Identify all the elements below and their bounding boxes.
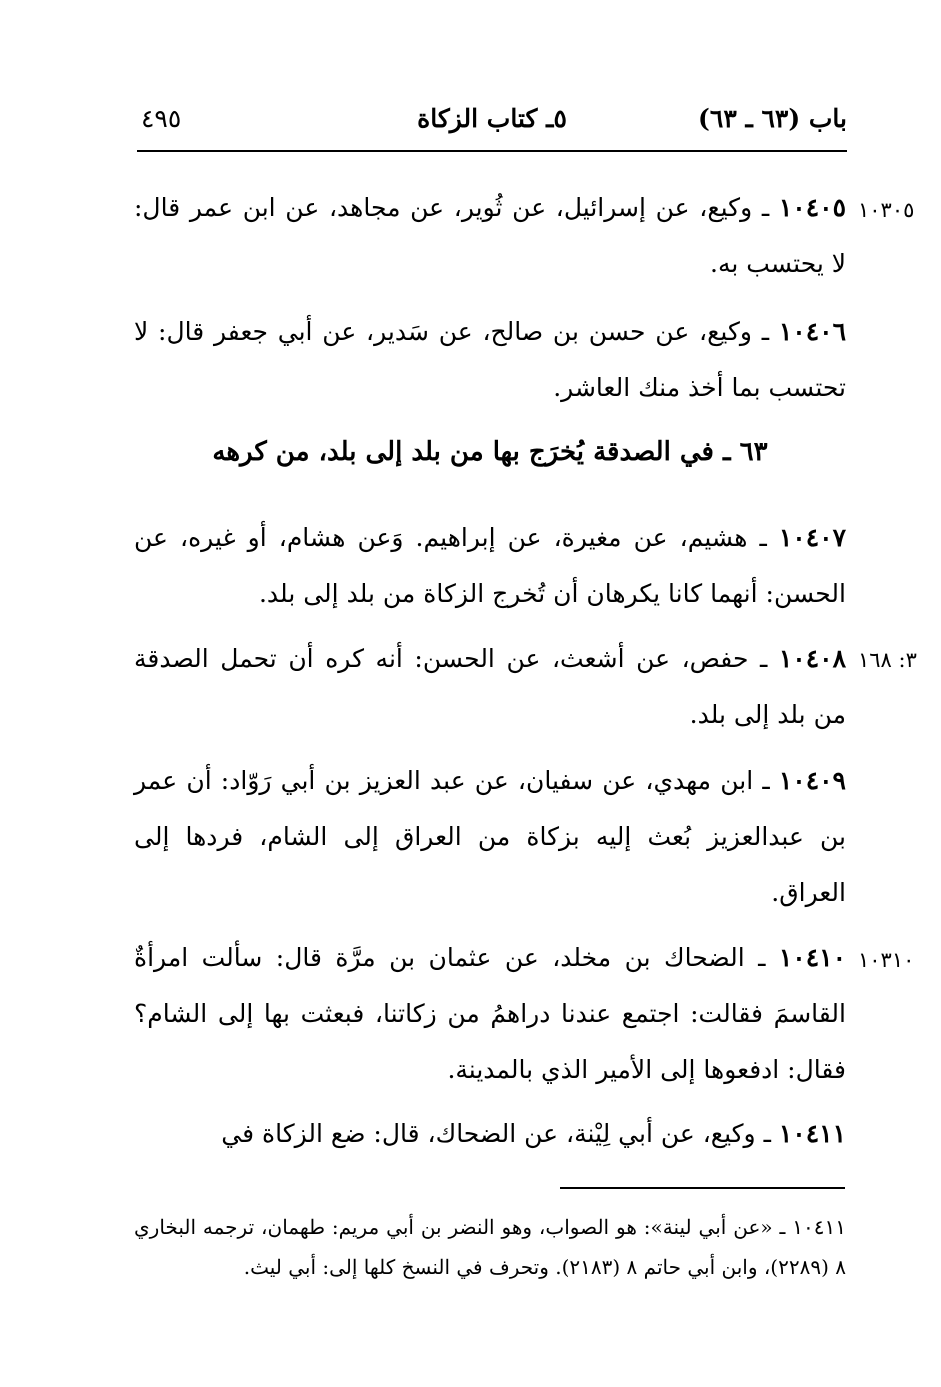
margin-reference: ١٠٣١٠	[858, 948, 915, 972]
hadith-entry	[134, 180, 846, 292]
hadith-number: ١٠٤٠٦	[778, 317, 846, 346]
hadith-entry	[134, 510, 846, 622]
hadith-entry	[134, 631, 846, 743]
hadith-entry	[134, 1106, 846, 1162]
margin-reference: ١٠٣٠٥	[858, 198, 915, 222]
hadith-text: ـ هشيم، عن مغيرة، عن إبراهيم. وَعن هشام، أو غيره، عن الحسن: أنهما كانا يكرهان أن تُخرج الزكاة من بلد إلى بلد.	[134, 523, 846, 608]
book-title: ٥ـ كتاب الزكاة	[417, 104, 567, 133]
hadith-number: ١٠٤١١	[778, 1119, 846, 1148]
page-number: ٤٩٥	[141, 104, 182, 133]
hadith-number: ١٠٤٠٩	[778, 766, 846, 795]
hadith-entry	[134, 304, 846, 416]
section-heading: ٦٣ ـ في الصدقة يُخرَج بها من بلد إلى بلد، من كرهه	[212, 437, 768, 467]
hadith-text: ـ وكيع، عن أبي لِيْنة، عن الضحاك، قال: ضع الزكاة في	[221, 1119, 771, 1148]
footnote: ١٠٤١١ ـ «عن أبي لينة»: هو الصواب، وهو النضر بن أبي مريم: طهمان، ترجمه البخاري ٨ (٢٢٨٩)، وابن أبي حاتم ٨ (٢١٨٣). وتحرف في النسخ كلها إلى: أبي ليث.	[134, 1215, 846, 1279]
margin-reference: ٣: ١٦٨	[858, 648, 917, 672]
hadith-number: ١٠٤٠٨	[778, 644, 847, 673]
hadith-number: ١٠٤٠٧	[778, 523, 846, 552]
chapter-range: باب (٦٣ ـ ٦٣)	[698, 104, 847, 133]
hadith-entry	[134, 753, 846, 921]
hadith-number: ١٠٤١٠	[778, 943, 846, 972]
hadith-entry	[134, 930, 846, 1098]
header-rule	[137, 150, 847, 152]
hadith-text: ـ ابن مهدي، عن سفيان، عن عبد العزيز بن أبي رَوّاد: أن عمر بن عبدالعزيز بُعث إليه بزكاة من العراق إلى الشام، فردها إلى العراق.	[134, 766, 846, 907]
hadith-text: ـ حفص، عن أشعث، عن الحسن: أنه كره أن تحمل الصدقة من بلد إلى بلد.	[134, 644, 846, 729]
hadith-text: ـ الضحاك بن مخلد، عن عثمان بن مرَّة قال: سألت امرأةٌ القاسمَ فقالت: اجتمع عندنا دراهمُ من زكاتنا، فبعثت بها إلى الشام؟ فقال: ادفعوها إلى الأمير الذي بالمدينة.	[134, 943, 846, 1084]
footnote-rule	[560, 1187, 845, 1189]
page-header	[137, 104, 847, 144]
hadith-text: ـ وكيع، عن إسرائيل، عن ثُوير، عن مجاهد، عن ابن عمر قال: لا يحتسب به.	[134, 193, 846, 278]
hadith-number: ١٠٤٠٥	[778, 193, 846, 222]
hadith-text: ـ وكيع، عن حسن بن صالح، عن سَدير، عن أبي جعفر قال: لا تحتسب بما أخذ منك العاشر.	[134, 317, 846, 402]
